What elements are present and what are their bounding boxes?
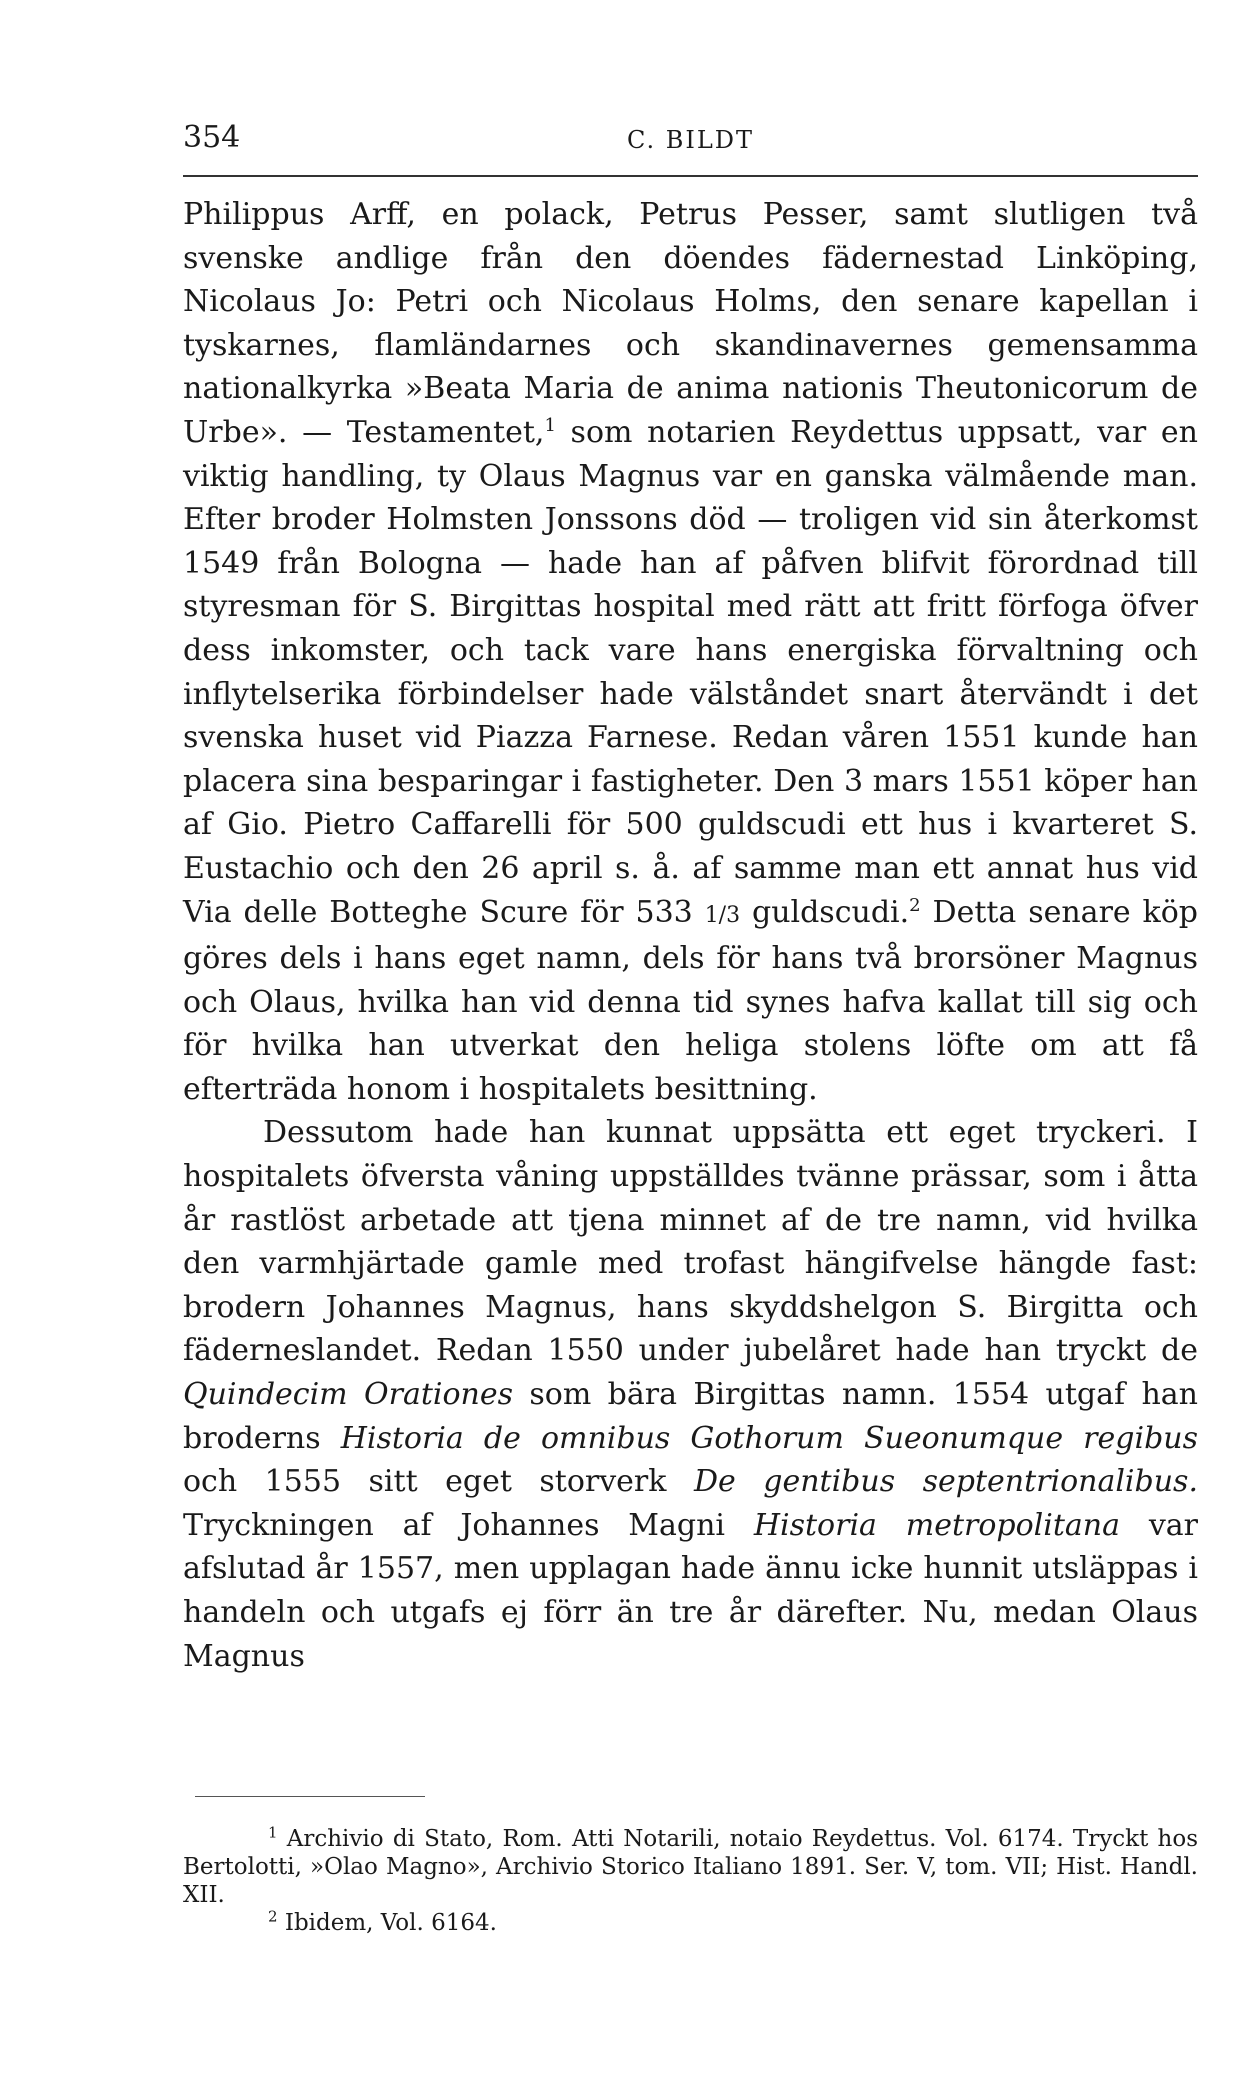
running-head: C. BILDT [626,126,755,154]
footnote-2 [183,1909,1198,1937]
footnote-ref-1: 1 [544,414,556,436]
footnote-2-number: 2 [268,1907,278,1926]
body-text [183,193,1198,1678]
footnote-1 [183,1825,1198,1909]
header-rule [183,175,1198,177]
footnote-1-text: Archivio di Stato, Rom. Atti Notarili, notaio Reydettus. Vol. 6174. Tryckt hos Bertolotti, »Olao Magno», Archivio Storico Italiano 1891. Ser. V, tom. VII; Hist. Handl. XII. [183,1826,1198,1908]
paragraph-2-text-e: var afslutad år 1557, men upplagan hade ännu icke hunnit utsläppas i handeln och utgafs ej förr än tre år därefter. Nu, medan Olaus Magnus [183,1507,1198,1674]
paragraph-1-text-d: Detta senare köp göres dels i hans eget namn, dels för hans två brorsöner Magnus och Olaus, hvilka han vid denna tid synes hafva kallat till sig och för hvilka han utverkat den heliga stolens löfte om att få efterträda honom i hospitalets besittning. [183,894,1199,1107]
paragraph-1-text-b: som notarien Reydettus uppsatt, var en viktig handling, ty Olaus Magnus var en ganska välmående man. Efter broder Holmsten Jonssons död — troligen vid sin återkomst 1549 från Bologna — hade han af påfven blifvit förordnad till styresman för S. Birgittas hospital med rätt att fritt förfoga öfver dess inkomster, och tack vare hans energiska förvaltning och inflytelserika förbindelser hade välståndet snart återvändt i det svenska huset vid Piazza Farnese. Redan våren 1551 kunde han placera sina besparingar i fastigheter. Den 3 mars 1551 köper han af Gio. Pietro Caffarelli för 500 guldscudi ett hus i kvarteret S. Eustachio och den 26 april s. å. af samme man ett annat hus vid Via delle Botteghe Scure för 533 [183,414,1198,930]
paragraph-1-text-c: guldscudi. [740,894,910,930]
paragraph-2-text-b: som bära Birgittas namn. 1554 utgaf han broderns [183,1377,1198,1456]
footnote-ref-2: 2 [909,894,921,916]
book-title-historia-gothorum: Historia de omnibus Gothorum Sueonumque regibus [340,1420,1198,1456]
paragraph-1 [183,193,1198,1111]
paragraph-1-text-a: Philippus Arff, en polack, Petrus Pesser, samt slutligen två svenske andlige från den döendes fädernestad Linköping, Nicolaus Jo: Petri och Nicolaus Holms, den senare kapellan i tyskarnes, flamländarnes och skandinavernes gemensamma nationalkyrka »Beata Maria de anima nationis Theutonicorum de Urbe». — Testamentet, [183,197,1198,450]
page-header [183,120,1198,160]
book-title-de-gentibus: De gentibus septentrionalibus. [693,1464,1198,1500]
page-number: 354 [183,120,241,155]
footnote-2-text: Ibidem, Vol. 6164. [277,1910,497,1936]
footnotes [183,1825,1198,1937]
book-title-quindecim: Quindecim Orationes [183,1377,514,1413]
footnote-rule [195,1796,425,1797]
paragraph-2 [183,1111,1198,1678]
fraction: 1/3 [704,902,741,928]
paragraph-2-text-a: Dessutom hade han kunnat uppsätta ett eget tryckeri. I hospitalets öfversta våning uppställdes tvänne prässar, som i åtta år rastlöst arbetade att tjena minnet af de tre namn, vid hvilka den varmhjärtade gamle med trofast hängifvelse hängde fast: brodern Johannes Magnus, hans skyddshelgon S. Birgitta och fäderneslandet. Redan 1550 under jubelåret hade han tryckt de [183,1115,1198,1369]
paragraph-2-text-d: Tryckningen af Johannes Magni [183,1507,754,1543]
footnote-1-number: 1 [268,1823,278,1842]
paragraph-2-text-c: och 1555 sitt eget storverk [183,1464,694,1500]
book-title-historia-metropolitana: Historia metropolitana [753,1507,1121,1543]
